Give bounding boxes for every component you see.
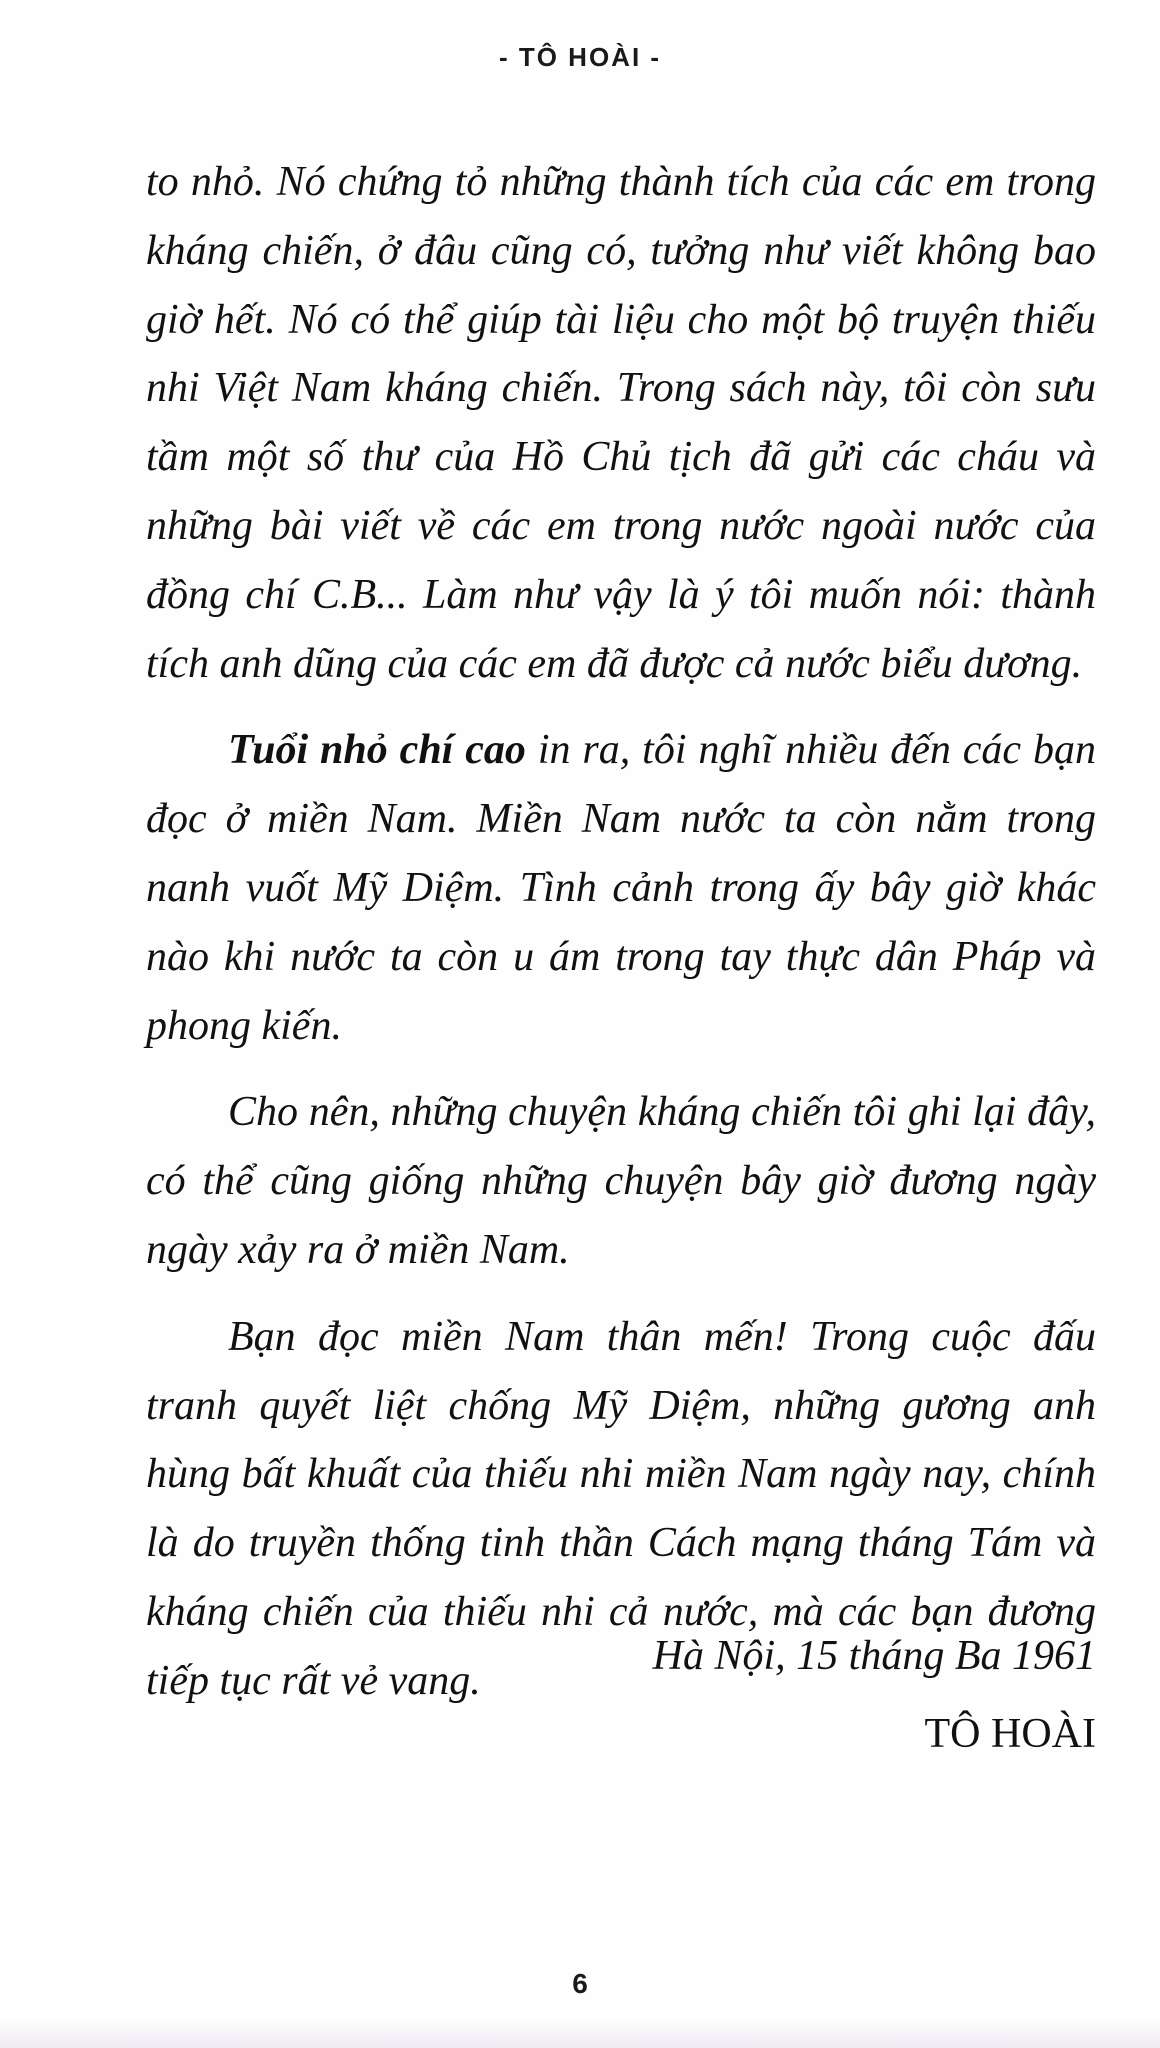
paragraph-3: Cho nên, những chuyện kháng chiến tôi ghi lại đây, có thể cũng giống những chuyện bây giờ đương ngày ngày xảy ra ở miền Nam. [146, 1089, 1096, 1273]
author-signature: TÔ HOÀI [924, 1711, 1096, 1757]
page-number: 6 [572, 1968, 588, 1999]
book-title-emphasis: Tuổi nhỏ chí cao [228, 727, 526, 774]
running-header: - TÔ HOÀI - [498, 42, 662, 72]
paragraph-2-text: in ra, tôi nghĩ nhiều đến các bạn đọc ở miền Nam. Miền Nam nước ta còn nằm trong nanh vuốt Mỹ Diệm. Tình cảnh trong ấy bây giờ khác nào khi nước ta còn u ám trong tay thực dân Pháp và phong kiến. [146, 727, 1096, 1049]
paragraph-1: to nhỏ. Nó chứng tỏ những thành tích của các em trong kháng chiến, ở đâu cũng có, tưởng như viết không bao giờ hết. Nó có thể giúp tài liệu cho một bộ truyện thiếu nhi Việt Nam kháng chiến. Trong sách này, tôi còn sưu tầm một số thư của Hồ Chủ tịch đã gửi các cháu và những bài viết về các em trong nước ngoài nước của đồng chí C.B... Làm như vậy là ý tôi muốn nói: thành tích anh dũng của các em đã được cả nước biểu dương. [146, 159, 1096, 687]
paragraph-4: Bạn đọc miền Nam thân mến! Trong cuộc đấu tranh quyết liệt chống Mỹ Diệm, những gương anh hùng bất khuất của thiếu nhi miền Nam ngày nay, chính là do truyền thống tinh thần Cách mạng tháng Tám và kháng chiến của thiếu nhi cả nước, mà các bạn đương tiếp tục rất vẻ vang. [146, 1313, 1096, 1704]
dateline: Hà Nội, 15 tháng Ba 1961 [652, 1633, 1096, 1679]
paragraph-2 [146, 716, 1096, 1060]
page-edge-shadow [0, 2018, 1160, 2048]
body-text [146, 148, 1096, 1716]
